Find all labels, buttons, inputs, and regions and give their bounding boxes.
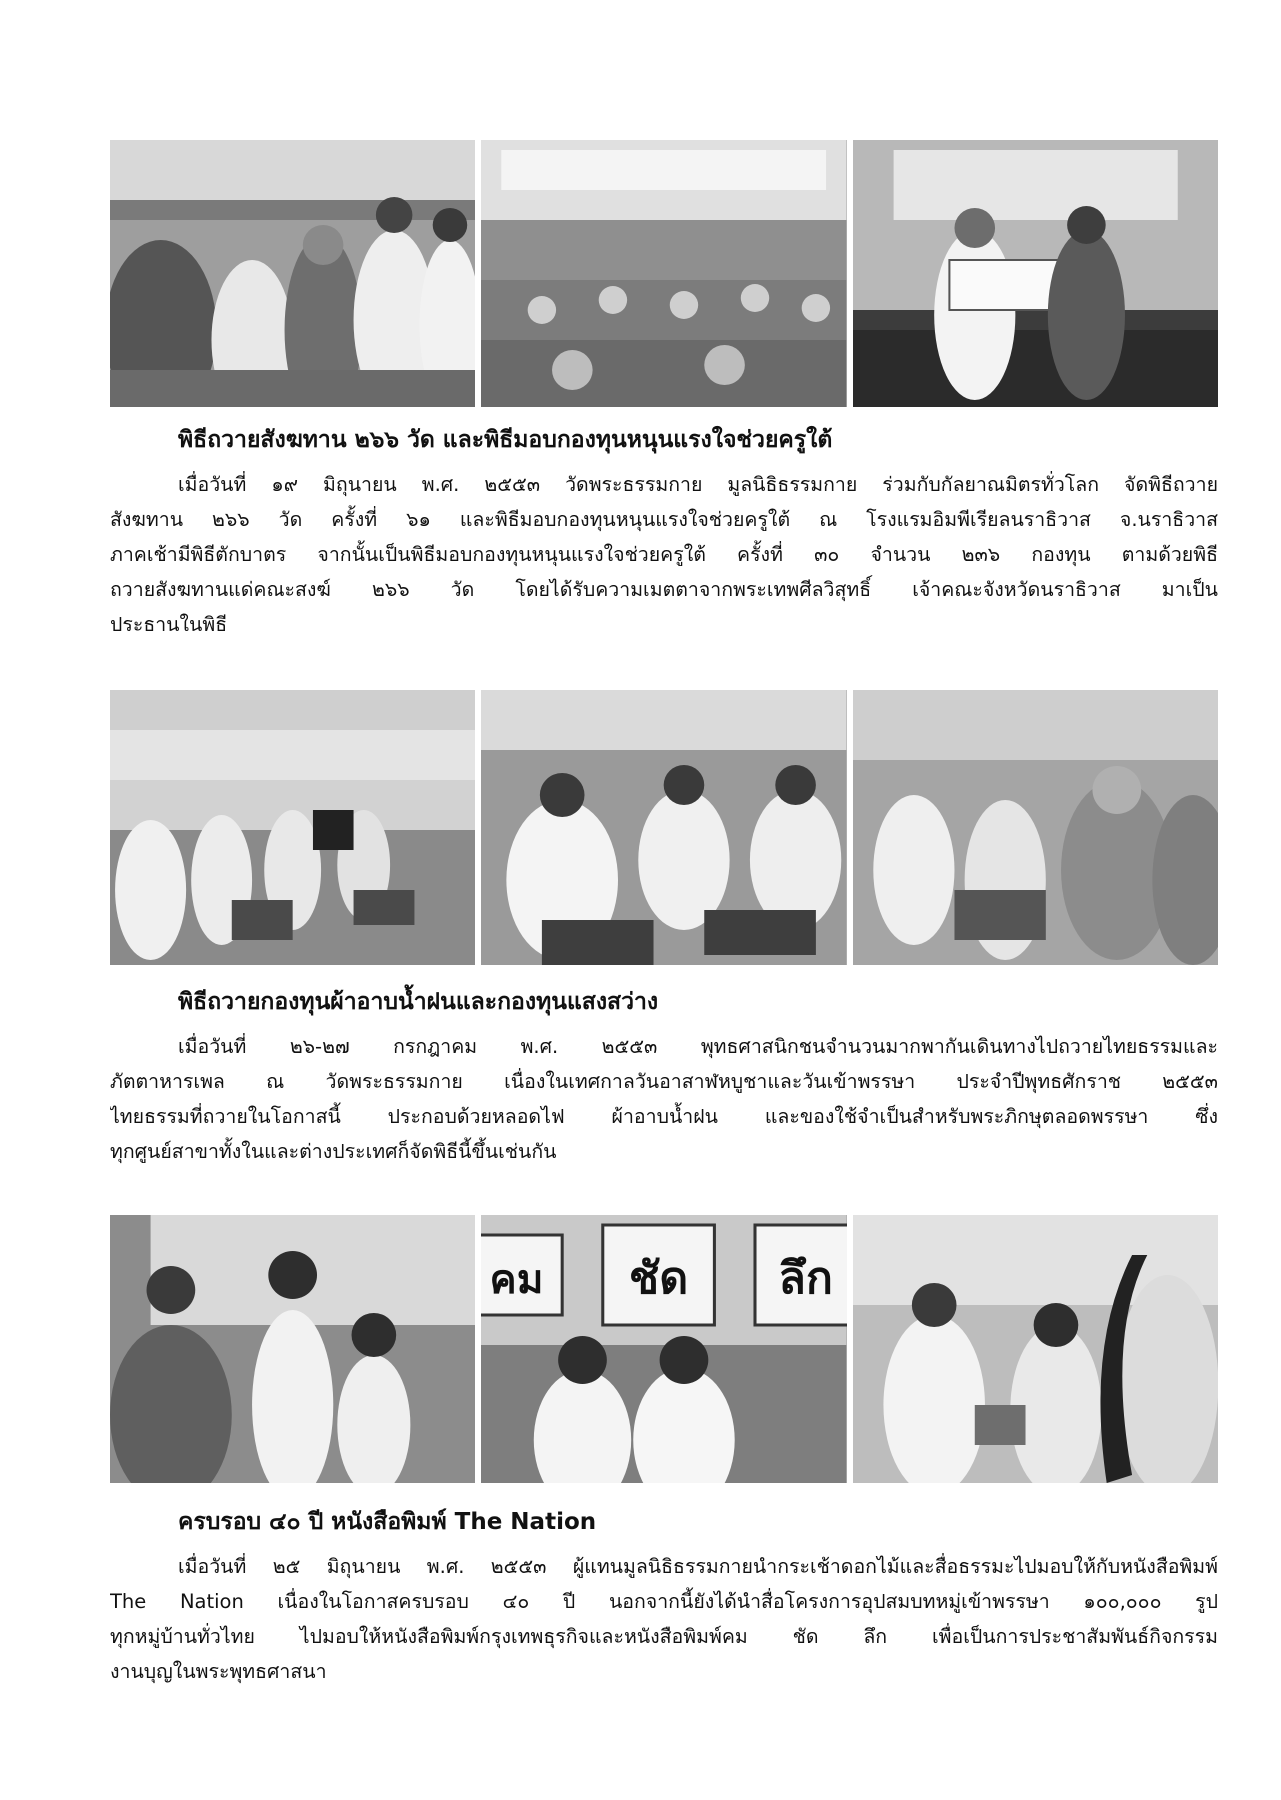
photo-row-1 [110,140,1218,407]
photo-fund-presentation [853,140,1218,407]
section-1-line-1: เมื่อวันที่ ๑๙ มิถุนายน พ.ศ. ๒๕๕๓ วัดพระธรรมกาย มูลนิธิธรรมกาย ร่วมกับกัลยาณมิตรทั่วโลก จัดพิธีถวาย [178,473,1218,496]
section-1-caption: พิธีถวายสังฆทาน ๒๖๖ วัด และพิธีมอบกองทุนหนุนแรงใจช่วยครูใต้ [178,427,833,453]
section-2-line-4: ทุกศูนย์สาขาทั้งในและต่างประเทศก็จัดพิธีนี้ขึ้นเช่นกัน [110,1140,557,1163]
section-1-paragraph [110,467,1218,642]
section-2-line-1: เมื่อวันที่ ๒๖-๒๗ กรกฎาคม พ.ศ. ๒๕๕๓ พุทธศาสนิกชนจำนวนมากพากันเดินทางไปถวายไทยธรรมและ [178,1035,1218,1058]
section-3-line-3: ทุกหมู่บ้านทั่วไทย ไปมอบให้หนังสือพิมพ์กรุงเทพธุรกิจและหนังสือพิมพ์คม ชัด ลึก เพื่อเป็นการประชาสัมพันธ์กิจกรรม [110,1625,1218,1648]
photo-praying-laypeople [481,690,846,965]
section-2-caption: พิธีถวายกองทุนผ้าอาบน้ำฝนและกองทุนแสงสว่าง [178,989,659,1015]
photo-alms-offering [110,140,475,407]
photo-nation-office-visit [110,1215,475,1483]
section-3-line-2: The Nation เนื่องในโอกาสครบรอบ ๔๐ ปี นอกจากนี้ยังได้นำสื่อโครงการอุปสมบทหมู่เข้าพรรษา ๑๐๐,๐๐๐ รูป [110,1590,1218,1613]
section-2-line-3: ไทยธรรมที่ถวายในโอกาสนี้ ประกอบด้วยหลอดไฟ ผ้าอาบน้ำฝน และของใช้จำเป็นสำหรับพระภิกษุตลอดพรรษา ซึ่ง [110,1105,1218,1128]
section-3-caption: ครบรอบ ๔๐ ปี หนังสือพิมพ์ The Nation [178,1509,597,1535]
photo-media-handover [853,1215,1218,1483]
sign-chad: ชัด [629,1253,689,1304]
photo-monks-receiving [853,690,1218,965]
section-1-line-3: ภาคเช้ามีพิธีตักบาตร จากนั้นเป็นพิธีมอบกองทุนหนุนแรงใจช่วยครูใต้ ครั้งที่ ๓๐ จำนวน ๒๓๖ กองทุน ตามด้วยพิธี [110,543,1218,566]
section-1-line-4: ถวายสังฆทานแด่คณะสงฆ์ ๒๖๖ วัด โดยได้รับความเมตตาจากพระเทพศีลวิสุทธิ์ เจ้าคณะจังหวัดนราธิวาส มาเป็น [110,578,1218,601]
photo-row-3 [110,1215,1218,1483]
section-3-line-1: เมื่อวันที่ ๒๕ มิถุนายน พ.ศ. ๒๕๕๓ ผู้แทนมูลนิธิธรรมกายนำกระเช้าดอกไม้และสื่อธรรมะไปมอบให้กับหนังสือพิมพ์ [178,1555,1218,1578]
photo-seated-crowd [110,690,475,965]
section-1-line-5: ประธานในพิธี [110,613,228,636]
photo-row-2 [110,690,1218,965]
photo-kom-chad-luek-visit [481,1215,846,1483]
section-1-line-2: สังฆทาน ๒๖๖ วัด ครั้งที่ ๖๑ และพิธีมอบกองทุนหนุนแรงใจช่วยครูใต้ ณ โรงแรมอิมพีเรียลนราธิวาส จ.นราธิวาส [110,508,1218,531]
section-2-paragraph [110,1029,1218,1169]
sign-luek: ลึก [778,1253,834,1304]
section-2-line-2: ภัตตาหารเพล ณ วัดพระธรรมกาย เนื่องในเทศกาลวันอาสาฬหบูชาและวันเข้าพรรษา ประจำปีพุทธศักราช ๒๕๕๓ [110,1070,1218,1093]
section-3-paragraph [110,1549,1218,1689]
section-3-line-4: งานบุญในพระพุทธศาสนา [110,1660,327,1683]
photo-ceremony-hall [481,140,846,407]
sign-kom: คม [489,1256,544,1303]
